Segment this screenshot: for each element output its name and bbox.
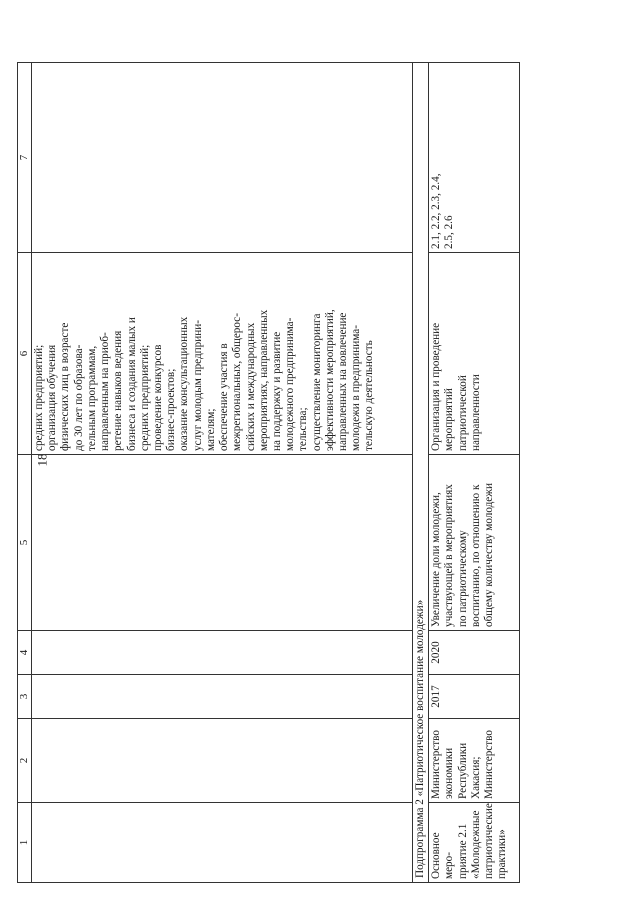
column-number: 2 [18,719,32,803]
cell-line: приятие 2.1 [456,823,469,879]
cell-line: средних предприятий; [33,344,45,451]
activity-name-cell [429,803,520,883]
table-cell [32,631,413,675]
cell-line: направленных на вовлечение [337,312,350,451]
column-number: 3 [18,675,32,719]
cell-line: мателям; [204,408,217,451]
column-number: 1 [18,803,32,883]
cell-line: тельства; [297,407,310,451]
cell-line: межрегиональных, общерос- [231,313,244,451]
end-year-cell: 2020 [429,631,520,675]
start-year-cell: 2017 [429,675,520,719]
cell-line: физических лиц в возрасте [59,322,72,451]
subprogram-title: Подпрограмма 2 «Патриотическое воспитание молодежи» [413,63,429,883]
activities-cell [32,253,413,455]
cell-line: мероприятий [443,388,456,451]
cell-line: услуг молодым предприни- [191,320,204,451]
cell-line: «Молодежные [469,810,482,879]
cell-line: тельскую деятельность [363,340,376,451]
activities-cell [429,253,520,455]
cell-line: 2.5, 2.6 [443,215,456,249]
column-number: 7 [18,63,32,253]
cell-line: участвующей в мероприятиях [443,484,456,627]
executor-cell [429,719,520,803]
cell-line: осуществление мониторинга [310,313,323,451]
cell-line: мероприятиях, направленных [257,309,270,451]
cell-line: бизнес-проектов; [165,368,178,451]
cell-line: по патриотическому [456,530,469,627]
expected-result-cell [429,455,520,631]
cell-line: тельным программам, [85,345,98,451]
cell-line: воспитанию, по отношению к [469,484,482,627]
cell-line: проведение конкурсов [151,344,164,451]
column-number: 4 [18,631,32,675]
cell-line: эффективности мероприятий, [323,309,336,451]
table-cell [32,455,413,631]
table-cell [32,719,413,803]
cell-line: до 30 лет по образова- [72,344,85,451]
cell-line: на поддержку и развитие [270,331,283,451]
rotated-page [17,63,532,883]
cell-line: ретение навыков ведения [112,330,125,451]
cell-line: Республики [456,742,469,799]
cell-line: практики» [496,829,509,879]
cell-line: бизнеса и создания малых и [125,317,138,451]
cell-line: направленным на приоб- [99,332,112,451]
cell-line: Организация и проведение [430,322,443,451]
cell-line: оказание консультационных [178,316,191,451]
cell-line: экономики [443,747,456,799]
subprogram-row [413,63,429,883]
cell-line: Министерство [430,730,443,799]
cell-line: сийских и международных [244,322,257,451]
cell-line: патриотические [483,803,496,879]
cell-line: 2.1, 2.2, 2.3, 2.4, [430,173,443,249]
column-number: 6 [18,253,32,455]
table-cell [32,63,413,253]
indicator-link-cell [429,63,520,253]
program-table [17,62,520,883]
table-row [32,63,413,883]
cell-line: Хакасия; [469,756,482,799]
cell-line: молодежного предпринима- [284,317,297,451]
cell-line: направленности [469,374,482,451]
page-number: 18 [34,453,50,467]
cell-line: Министерство [483,730,496,799]
cell-line: молодежи в предпринима- [350,325,363,451]
cell-line: Основное меро- [430,832,456,879]
table-cell [32,675,413,719]
cell-line: организация обучения [46,344,59,451]
cell-line: средних предприятий; [138,344,151,451]
column-number-row [18,63,32,883]
cell-line: общему количеству молодежи [483,483,496,627]
column-number: 5 [18,455,32,631]
cell-line: обеспечение участия в [218,343,231,451]
cell-line: патриотической [456,375,469,451]
cell-line: Увеличение доли молодежи, [430,492,443,627]
table-cell [32,803,413,883]
table-row [429,63,520,883]
